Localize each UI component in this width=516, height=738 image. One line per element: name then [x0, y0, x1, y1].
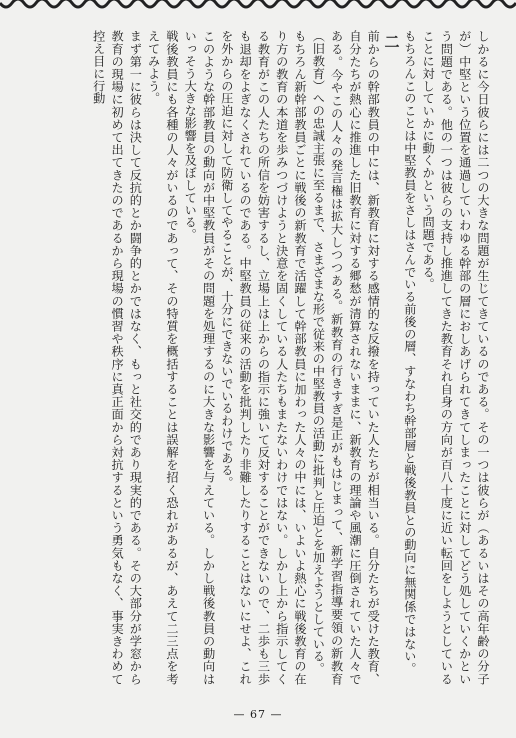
paragraph: このような幹部教員の動向が中堅教員がその問題を処理するのに大きな影響を与えている。しかし戦後教員の動向はいっそう大きな影響を及ぼしている。: [183, 30, 216, 685]
page-number: — 67 —: [233, 708, 283, 721]
paragraph: 戦後教員にも各種の人々がいるのであって、その特質を概括することは誤解を招く恐れがあるが、あえて二三点を考えてみよう。: [146, 30, 179, 685]
paragraph: もちろん新幹部教員ごとに戦後の新教育で活躍して幹部教員に加わった人々の中には、いよいよ熱心に戦後教育の在り方の教育の本道を歩みつづけようと決意を固くしている人たちもまたないわけではない。しかし上から指示してくる教育がこの人たちの所信を妨害するし、立場上は上からの指示に強いて反対することができないので、二歩も三歩も退却をよぎなくされているのである。中堅教員の従来の活動を批判したり非難したりすることはないにせよ、これを外からの圧迫に対して防衛してやることが、十分にできないでいるわけである。: [219, 30, 308, 685]
decorative-scalloped-border: [0, 0, 516, 14]
paragraph: もちろんこのことは中堅教員をさしはさんでいる前後の層、すなわち幹部層と戦後教員との動向に無関係ではない。: [402, 30, 417, 675]
paragraph: しかるに今日彼らには二つの大きな問題が生じてきているのである。その一つは彼らが（あるいはその高年齢の分子が）中堅という位置を通過していわゆる幹部の層におしあげられてきてしまったことに対してどう処していくかという問題である。他の一つは彼らの支持し推進してきた教育それ自身の方向が百八十度に近い転回をしようとしていることに対していかに動くかという問題である。: [421, 30, 490, 685]
paragraph: まず第一に彼らは決して反抗的とか闘争的とかではなく、もっと社交的であり現実的である。その大部分が学窓から教育の現場に初めて出てきたのであるから現場の慣習や秩序に真正面から対抗するという勇気もなく、事実きわめて控え目に行動: [91, 30, 143, 685]
paragraph: 前からの幹部教員の中には、新教育に対する感情的な反撥を持っていた人たちが相当いる。自分たちが受けた教育、自分たちが熱心に推進した旧教育に対する郷愁が清算されないままに、新教育の理論や風潮に圧倒されていた人々である。今やこの人々の発言権は拡大しつつある。新教育の行きすぎ是正がもはじまって、新学習指導要領の新教育（旧教育）への忠誠主張に至るまで、さまざまな形で従来の中堅教員の活動に批判と圧迫とを加えようとしている。: [311, 30, 381, 685]
section-heading: 二: [382, 34, 401, 50]
vertical-text-body: [22, 30, 492, 685]
